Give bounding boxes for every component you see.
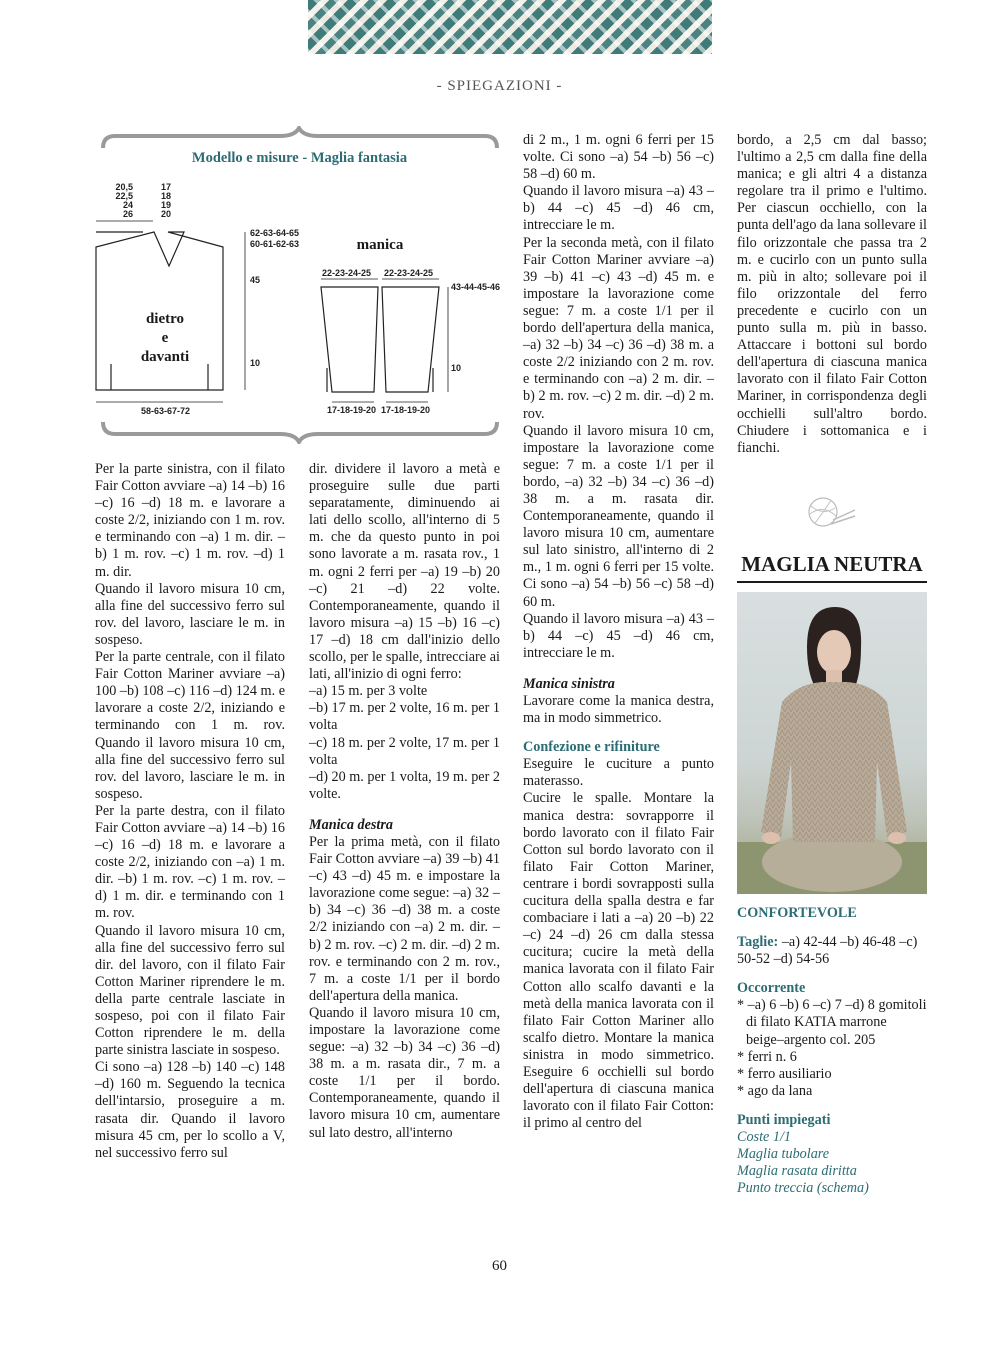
paragraph: Per la parte sinistra, con il filato Fair Cotton avviare –a) 14 –b) 16 –c) 16 –d) 18 m. e lavorare a coste 2/2, iniziando con 1 m. rov. e terminando con –a) 1 m. dir. –b) 1 m. rov. –c) 1 m. rov. –d) 1 m. dir. [95, 461, 285, 580]
list-item: –d) 20 m. per 1 volta, 19 m. per 2 volte. [309, 768, 500, 802]
neck-depth-labels: 17 18 19 20 [161, 182, 172, 219]
pattern-subtitle: CONFORTEVOLE [737, 905, 857, 921]
paragraph: bordo, a 2,5 cm dal basso; l'ultimo a 2,5 cm dalla fine della manica; e gli altri 4 a distanza regolare tra il primo e l'ultimo. Per ciascun occhiello, con la punta dell'ago da lana sollevare il filo orizzontale che passa tra 2 m. e cucirlo con un punto sulla m. più in alto; sollevare poi il filo orizzontale del ferro precedente e cucirlo con un punto sulla m. più in basso. Attaccare i bottoni sul bordo dell'apertura di ciascuna manica lavorato con il filato Fair Cotton Mariner, in corrispondenza degli occhielli sull'altro bordo. Chiudere i sottomanica e i fianchi. [737, 132, 927, 456]
stitch-item: Coste 1/1 [737, 1129, 791, 1146]
sizes-label: Taglie: [737, 934, 779, 951]
paragraph: Ci sono –a) 128 –b) 140 –c) 148 –d) 160 m. Seguendo la tecnica dell'intarsio, proseguire a m. rasata dir. Quando il lavoro misura 45 cm, per lo scollo a V, nel successivo ferro sul [95, 1059, 285, 1161]
pattern-info [737, 905, 927, 1197]
materials-item: * ferro ausiliario [737, 1065, 832, 1082]
materials-item: * –a) 6 –b) 6 –c) 7 –d) 8 gomitoli di filato KATIA marrone beige–argento col. 205 [737, 997, 927, 1048]
diagram-title: Modello e misure - Maglia fantasia [191, 150, 408, 166]
list-item: –c) 18 m. per 2 volte, 17 m. per 1 volta [309, 734, 500, 768]
body-label: dietro e davanti [140, 311, 190, 365]
stitch-item: Maglia tubolare [737, 1146, 830, 1163]
sleeve-top-label-2: 22-23-24-25 [384, 268, 434, 278]
materials-item: * ago da lana [737, 1082, 813, 1099]
diagram-frame [95, 126, 504, 444]
paragraph: Per la prima metà, con il filato Fair Cotton avviare –a) 39 –b) 41 –c) 43 –d) 45 m. e impostare la lavorazione come segue: –a) 32 –b) 34 –c) 36 –d) 38 m. a coste 2/2 iniziando con –a) 2 m. dir. –b) 2 m. rov. –c) 2 m. dir. –d) 2 m. rov. e terminando con 2 m. rov., 7 m. a coste 1/1 per il bordo dell'apertura della manica. [309, 833, 500, 1004]
text-column-2 [309, 461, 500, 1142]
paragraph: Quando il lavoro misura 10 cm, alla fine del successivo ferro sul rov. del lavoro, lasciare le m. in sospeso. [95, 580, 285, 648]
section-heading: Confezione e rifiniture [523, 739, 660, 756]
paragraph: dir. dividere il lavoro a metà e proseguire sulle due parti separatamente, diminuendo ai lati dello scollo, all'interno di 5 m. che da questo punto in poi sono lavorate a m. rasata rov., 1 m. ogni 2 ferri per –a) 19 –b) 20 –c) 21 –d) 22 volte. Contemporaneamente, quando il lavoro misura –a) 15 –b) 16 –c) 17 –d) 18 cm dall'inizio dello scollo, per le spalle, intrecciare ai lati, all'inizio di ogni ferro: [309, 461, 500, 683]
paragraph: Quando il lavoro misura 10 cm, impostare la lavorazione come segue: –a) 32 –b) 34 –c) 36 –d) 38 m. a m. rasata dir., 7 m. a coste 1/1 per il bordo. Contemporaneamente, quando il lavoro misura 10 cm, aumentare sul lato destro, all'interno [309, 1004, 500, 1141]
paragraph: Eseguire le cuciture a punto materasso. [523, 756, 714, 790]
paragraph: di 2 m., 1 m. ogni 6 ferri per 15 volte. Ci sono –a) 54 –b) 56 –c) 58 –d) 60 m. [523, 132, 714, 183]
sizes-line [737, 934, 927, 968]
section-heading: Manica sinistra [523, 675, 615, 692]
paragraph: Quando il lavoro misura –a) 43 –b) 44 –c) 45 –d) 46 cm, intrecciare le m. [523, 610, 714, 661]
paragraph: Lavorare come la manica destra, ma in modo simmetrico. [523, 693, 714, 727]
sleeve-rib-label: 10 [451, 363, 462, 373]
sleeve-top-label-1: 22-23-24-25 [322, 268, 372, 278]
paragraph: Per la parte centrale, con il filato Fair Cotton Mariner avviare –a) 100 –b) 108 –c) 116 –d) 124 m. e lavorare a coste 2/2, iniziando e terminando con 1 m. rov. Quando il lavoro misura 10 cm, alla fine del successivo ferro sul rov. del lavoro, lasciare le m. in sospeso. [95, 649, 285, 802]
shoulder-label-b: 60-61-62-63 [250, 239, 300, 249]
sizes-value: –a) 42-44 –b) 46-48 –c) 50-52 –d) 54-56 [737, 934, 918, 968]
sleeve-bottom-label-2: 17-18-19-20 [381, 405, 431, 415]
stitch-item: Maglia rasata diritta [737, 1163, 857, 1180]
text-column-4 [737, 132, 927, 457]
text-column-1 [95, 461, 285, 1162]
shoulder-label-a: 62-63-64-65 [250, 228, 300, 238]
paragraph: Cucire le spalle. Montare la manica destra: sovrapporre il bordo lavorato con il filato Fair Cotton sul bordo lavorato con il filato Fair Cotton Mariner, centrare i bordi sovrapposti sulla cucitura della spalla destra e far combaciare i lati a –a) 20 –b) 22 –c) 24 –d) 26 cm dalla stessa cucitura; cucire la metà della manica lavorata con il filato Fair Cotton allo scalfo davanti e la metà della manica lavorata con il filato Fair Cotton Mariner allo scalfo dietro. Montare la manica sinistra in modo simmetrico. Eseguire 6 occhielli sul bordo dell'apertura di ciascuna manica lavorato con il filato Fair Cotton: il primo al centro del [523, 790, 714, 1132]
body-rib-label: 10 [250, 358, 261, 368]
paragraph: Quando il lavoro misura –a) 43 –b) 44 –c) 45 –d) 46 cm, intrecciare le m. [523, 183, 714, 234]
paragraph: Per la seconda metà, con il filato Fair Cotton Mariner avviare –a) 39 –b) 41 –c) 43 –d) 45 m. e impostare la lavorazione come segue: 7 m. a coste 1/1 per il bordo dell'apertura della manica, –a) 32 –b) 34 –c) 36 –d) 38 m. a coste 2/2 iniziando con 2 m. rov. e terminando con –a) 2 m. dir. –b) 2 m. rov. –c) 2 m. dir. –d) 2 m. rov. [523, 234, 714, 422]
model-wearing-sweater-illustration [737, 592, 927, 894]
neck-width-labels: 20,5 22,5 24 26 [115, 182, 133, 219]
stitch-item: Punto treccia (schema) [737, 1180, 869, 1197]
materials-item: * ferri n. 6 [737, 1048, 797, 1065]
list-item: –b) 17 m. per 2 volte, 16 m. per 1 volta [309, 700, 500, 734]
sleeve-length-label: 43-44-45-46 [451, 282, 501, 292]
text-column-3 [523, 132, 714, 1132]
model-photo [737, 592, 927, 894]
yarn-ball-icon [797, 490, 857, 530]
page-number: 60 [492, 1258, 507, 1274]
sleeve-label: manica [356, 237, 404, 253]
knit-pattern-banner [308, 0, 712, 54]
paragraph: Quando il lavoro misura 10 cm, impostare la lavorazione come segue: 7 m. a coste 1/1 per il bordo, –a) 32 –b) 34 –c) 36 –d) 38 m. a m. rasata dir. Contemporaneamente, quando il lavoro misura 10 cm, aumentare sul lato sinistro, all'interno di 2 m., 1 m. ogni 6 ferri per 15 volte. Ci sono –a) 54 –b) 56 –c) 58 –d) 60 m. [523, 422, 714, 610]
list-item: –a) 15 m. per 3 volte [309, 683, 428, 700]
materials-heading: Occorrente [737, 980, 806, 997]
stitches-heading: Punti impiegati [737, 1111, 831, 1128]
paragraph: Per la parte destra, con il filato Fair Cotton avviare –a) 14 –b) 16 –c) 16 –d) 18 m. e lavorare a coste 2/2, iniziando con –a) 1 m. dir. –b) 1 m. rov. –c) 1 m. rov. –d) 1 m. dir. e terminando con 1 m. rov. [95, 802, 285, 922]
sleeve-bottom-label-1: 17-18-19-20 [327, 405, 377, 415]
section-header: - SPIEGAZIONI - [436, 78, 563, 94]
pattern-title: MAGLIA NEUTRA [737, 552, 927, 583]
sleeve-schematic [321, 287, 439, 392]
body-height-label: 45 [250, 275, 261, 285]
measurements-diagram [95, 126, 504, 444]
section-heading: Manica destra [309, 816, 393, 833]
body-width-label: 58-63-67-72 [141, 406, 191, 416]
paragraph: Quando il lavoro misura 10 cm, alla fine del successivo ferro sul dir. del lavoro, con il filato Fair Cotton Mariner riprendere le m. della parte centrale lasciate in sospeso, poi con il filato Fair Cotton riprendere le m. della parte sinistra lasciate in sospeso. [95, 922, 285, 1059]
